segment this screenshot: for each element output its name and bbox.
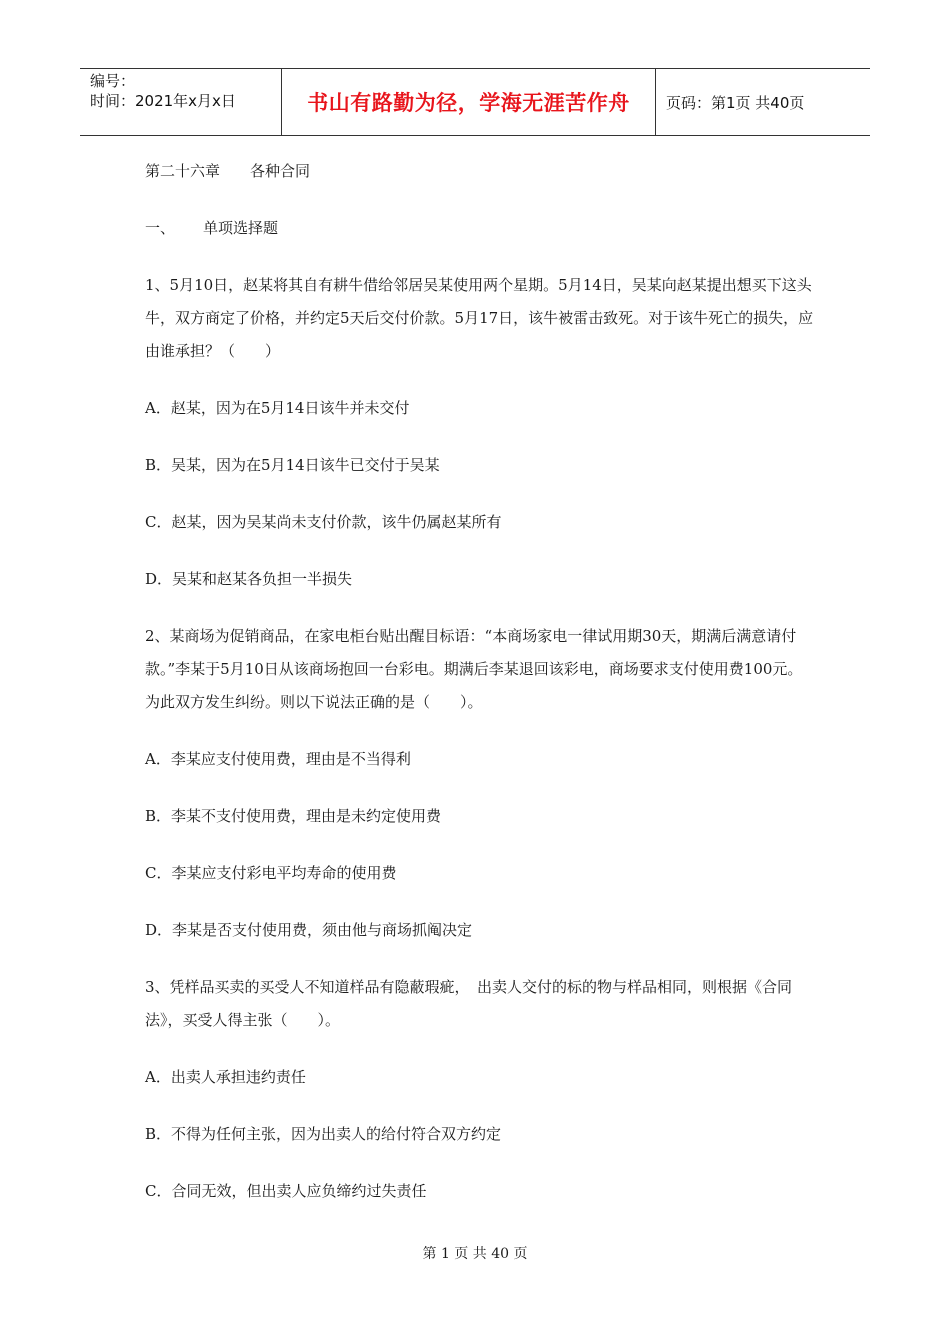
header-motto: 书山有路勤为径，学海无涯苦作舟 [282, 69, 656, 135]
chapter-number: 第二十六章 [145, 162, 221, 180]
chapter-heading [145, 155, 815, 188]
page-footer: 第 1 页 共 40 页 [422, 1246, 528, 1262]
question-option: D．李某是否支付使用费，须由他与商场抓阄决定 [145, 921, 473, 939]
question-option: B．不得为任何主张，因为出卖人的给付符合双方约定 [145, 1125, 502, 1143]
document-header [80, 68, 870, 136]
question-option: C．赵某，因为吴某尚未支付价款，该牛仍属赵某所有 [145, 513, 502, 531]
question-option: A．赵某，因为在5月14日该牛并未交付 [145, 399, 410, 417]
document-date-label: 时间：2021年x月x日 [90, 92, 236, 110]
question-text: 1、5月10日，赵某将其自有耕牛借给邻居吴某使用两个星期。5月14日，吴某向赵某提出想买下这头牛，双方商定了价格，并约定5天后交付价款。5月17日，该牛被雷击致死。对于该牛死亡的损失，应由谁承担？（ ） [145, 276, 814, 360]
question-2 [145, 620, 815, 947]
document-body [145, 155, 815, 1232]
section-title: 单项选择题 [203, 219, 279, 237]
question-text: 3、凭样品买卖的买受人不知道样品有隐蔽瑕疵， 出卖人交付的标的物与样品相同，则根据《合同法》，买受人得主张（ ）。 [145, 978, 793, 1029]
chapter-title: 各种合同 [250, 162, 311, 180]
question-option: C．李某应支付彩电平均寿命的使用费 [145, 864, 397, 882]
question-text: 2、某商场为促销商品，在家电柜台贴出醒目标语：“本商场家电一律试用期30天，期满后满意请付款。”李某于5月10日从该商场抱回一台彩电。期满后李某退回该彩电，商场要求支付使用费100元。为此双方发生纠纷。则以下说法正确的是（ ）。 [145, 627, 803, 711]
question-option: B．吴某，因为在5月14日该牛已交付于吴某 [145, 456, 440, 474]
question-option: C．合同无效，但出卖人应负缔约过失责任 [145, 1182, 427, 1200]
question-option: A．出卖人承担违约责任 [145, 1068, 306, 1086]
document-number-label: 编号： [90, 72, 136, 90]
question-3 [145, 971, 815, 1208]
question-option: B．李某不支付使用费，理由是未约定使用费 [145, 807, 442, 825]
question-option: D．吴某和赵某各负担一半损失 [145, 570, 353, 588]
question-option: A．李某应支付使用费，理由是不当得利 [145, 750, 411, 768]
question-1 [145, 269, 815, 596]
header-meta-cell [80, 69, 282, 135]
header-page-info: 页码：第1页 共40页 [666, 93, 805, 112]
section-number: 一、 [145, 219, 176, 237]
section-heading [145, 212, 815, 245]
